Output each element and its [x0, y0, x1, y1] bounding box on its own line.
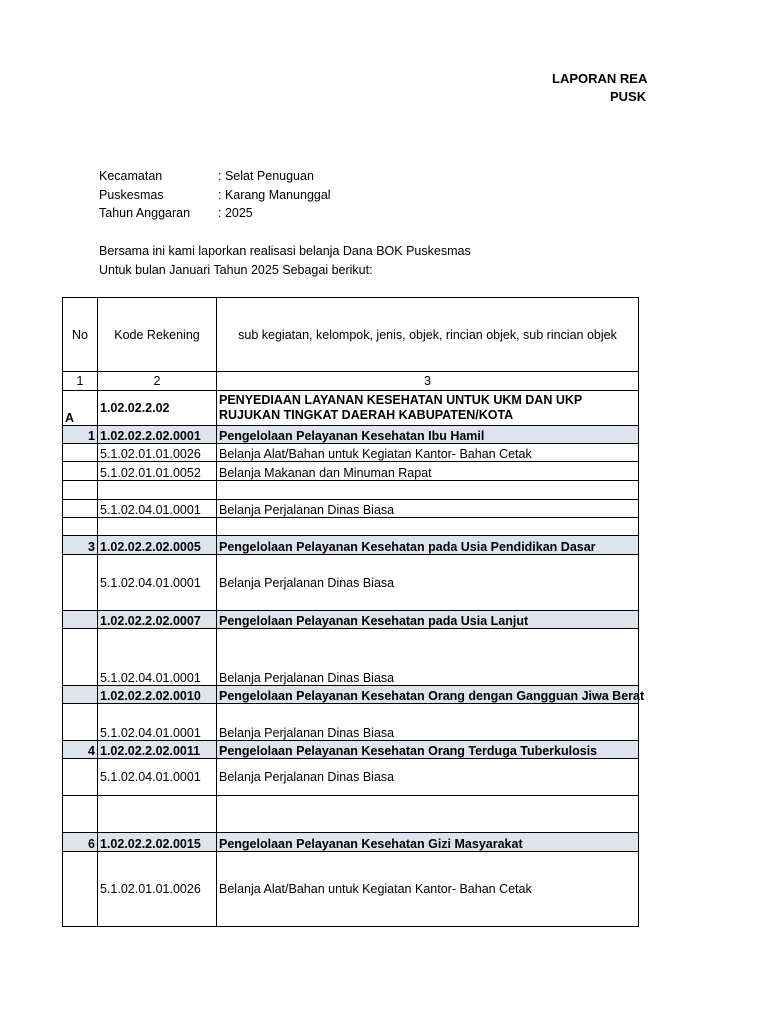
table-row-subkegiatan: [63, 686, 639, 704]
info-row-tahun-anggaran: [99, 204, 331, 223]
row-kode: 5.1.02.04.01.0001: [98, 555, 217, 611]
column-number-row: [63, 372, 639, 391]
row-no: [63, 444, 98, 462]
row-kode: [98, 481, 217, 500]
row-uraian: [217, 518, 639, 536]
row-uraian: Belanja Perjalanan Dinas Biasa: [217, 555, 639, 611]
row-no: 6: [63, 833, 98, 852]
info-label: Puskesmas: [99, 187, 164, 202]
intro-text: [99, 242, 471, 279]
row-uraian: Pengelolaan Pelayanan Kesehatan Ibu Hamil: [217, 426, 639, 444]
table-row-empty: [63, 796, 639, 833]
colnum-1: 1: [63, 372, 98, 391]
row-no: 3: [63, 536, 98, 555]
row-uraian: Belanja Alat/Bahan untuk Kegiatan Kantor- Bahan Cetak: [217, 444, 639, 462]
colnum-2: 2: [98, 372, 217, 391]
info-value: : 2025: [218, 206, 253, 220]
row-uraian: Pengelolaan Pelayanan Kesehatan Orang Terduga Tuberkulosis: [217, 741, 639, 759]
row-uraian: Pengelolaan Pelayanan Kesehatan Gizi Masyarakat: [217, 833, 639, 852]
table-row-empty: [63, 518, 639, 536]
table-row-empty: [63, 481, 639, 500]
row-kode: 5.1.02.01.01.0052: [98, 462, 217, 481]
table-row: [63, 462, 639, 481]
report-title-line-2: PUSK: [610, 89, 647, 104]
table-row: [63, 704, 639, 741]
row-kode: 1.02.02.2.02.0005: [98, 536, 217, 555]
info-row-puskesmas: [99, 186, 331, 205]
row-kode: [98, 518, 217, 536]
info-value: : Selat Penuguan: [218, 169, 314, 183]
info-value: : Karang Manunggal: [218, 187, 331, 202]
colnum-3: 3: [217, 372, 639, 391]
row-kode: 5.1.02.04.01.0001: [98, 629, 217, 686]
row-no: [63, 704, 98, 741]
header-no: No: [63, 298, 98, 372]
info-label: Kecamatan: [99, 169, 163, 183]
row-uraian: [217, 796, 639, 833]
row-kode: 1.02.02.2.02: [98, 391, 217, 426]
row-no: [63, 796, 98, 833]
row-kode: 1.02.02.2.02.0007: [98, 611, 217, 629]
row-uraian: Pengelolaan Pelayanan Kesehatan Orang dengan Gangguan Jiwa Berat: [217, 686, 639, 704]
row-uraian: Belanja Perjalanan Dinas Biasa: [217, 629, 639, 686]
intro-line-2: Untuk bulan Januari Tahun 2025 Sebagai berikut:: [99, 262, 373, 277]
table-row-subkegiatan: [63, 536, 639, 555]
row-kode: 5.1.02.04.01.0001: [98, 759, 217, 796]
row-no: A: [63, 391, 98, 426]
row-uraian: Belanja Perjalanan Dinas Biasa: [217, 759, 639, 796]
row-no: [63, 629, 98, 686]
table-row-subkegiatan: [63, 741, 639, 759]
row-uraian: Belanja Perjalanan Dinas Biasa: [217, 500, 639, 518]
row-kode: 1.02.02.2.02.0010: [98, 686, 217, 704]
row-uraian: Pengelolaan Pelayanan Kesehatan pada Usia Pendidikan Dasar: [217, 536, 639, 555]
intro-line-1: Bersama ini kami laporkan realisasi belanja Dana BOK Puskesmas: [99, 244, 471, 258]
table-row: [63, 629, 639, 686]
row-no: [63, 462, 98, 481]
row-no: [63, 852, 98, 927]
table-row: [63, 759, 639, 796]
row-no: [63, 555, 98, 611]
table-row-subkegiatan: [63, 611, 639, 629]
row-uraian: PENYEDIAAN LAYANAN KESEHATAN UNTUK UKM DAN UKP RUJUKAN TINGKAT DAERAH KABUPATEN/KOTA: [217, 391, 639, 426]
table-header-row: [63, 298, 639, 372]
row-no: 4: [63, 741, 98, 759]
table-row: [63, 852, 639, 927]
row-kode: 5.1.02.04.01.0001: [98, 704, 217, 741]
row-uraian: Belanja Perjalanan Dinas Biasa: [217, 704, 639, 741]
row-kode: 5.1.02.01.01.0026: [98, 444, 217, 462]
row-uraian: Pengelolaan Pelayanan Kesehatan pada Usia Lanjut: [217, 611, 639, 629]
row-uraian: Belanja Makanan dan Minuman Rapat: [217, 462, 639, 481]
row-kode: 5.1.02.01.01.0026: [98, 852, 217, 927]
report-info: [99, 167, 331, 223]
report-title: [552, 70, 648, 110]
row-no: [63, 759, 98, 796]
header-kode-rekening: Kode Rekening: [98, 298, 217, 372]
row-kode: 5.1.02.04.01.0001: [98, 500, 217, 518]
realisasi-table: [62, 297, 645, 927]
table-row: [63, 500, 639, 518]
row-kode: 1.02.02.2.02.0015: [98, 833, 217, 852]
row-no: [63, 481, 98, 500]
row-kode: 1.02.02.2.02.0011: [98, 741, 217, 759]
header-uraian: sub kegiatan, kelompok, jenis, objek, rincian objek, sub rincian objek: [217, 298, 639, 372]
row-no: [63, 500, 98, 518]
row-kode: [98, 796, 217, 833]
info-row-kecamatan: [99, 167, 331, 186]
info-label: Tahun Anggaran: [99, 206, 191, 220]
table-row-subkegiatan: [63, 833, 639, 852]
row-kode: 1.02.02.2.02.0001: [98, 426, 217, 444]
table-row: [63, 444, 639, 462]
row-uraian: [217, 481, 639, 500]
table-row-program: [63, 391, 639, 426]
table-row-subkegiatan: [63, 426, 639, 444]
report-title-line-1: LAPORAN REA: [552, 71, 648, 86]
row-no: [63, 611, 98, 629]
row-no: [63, 518, 98, 536]
row-uraian: Belanja Alat/Bahan untuk Kegiatan Kantor- Bahan Cetak: [217, 852, 639, 927]
row-no: [63, 686, 98, 704]
row-no: 1: [63, 426, 98, 444]
table-row: [63, 555, 639, 611]
